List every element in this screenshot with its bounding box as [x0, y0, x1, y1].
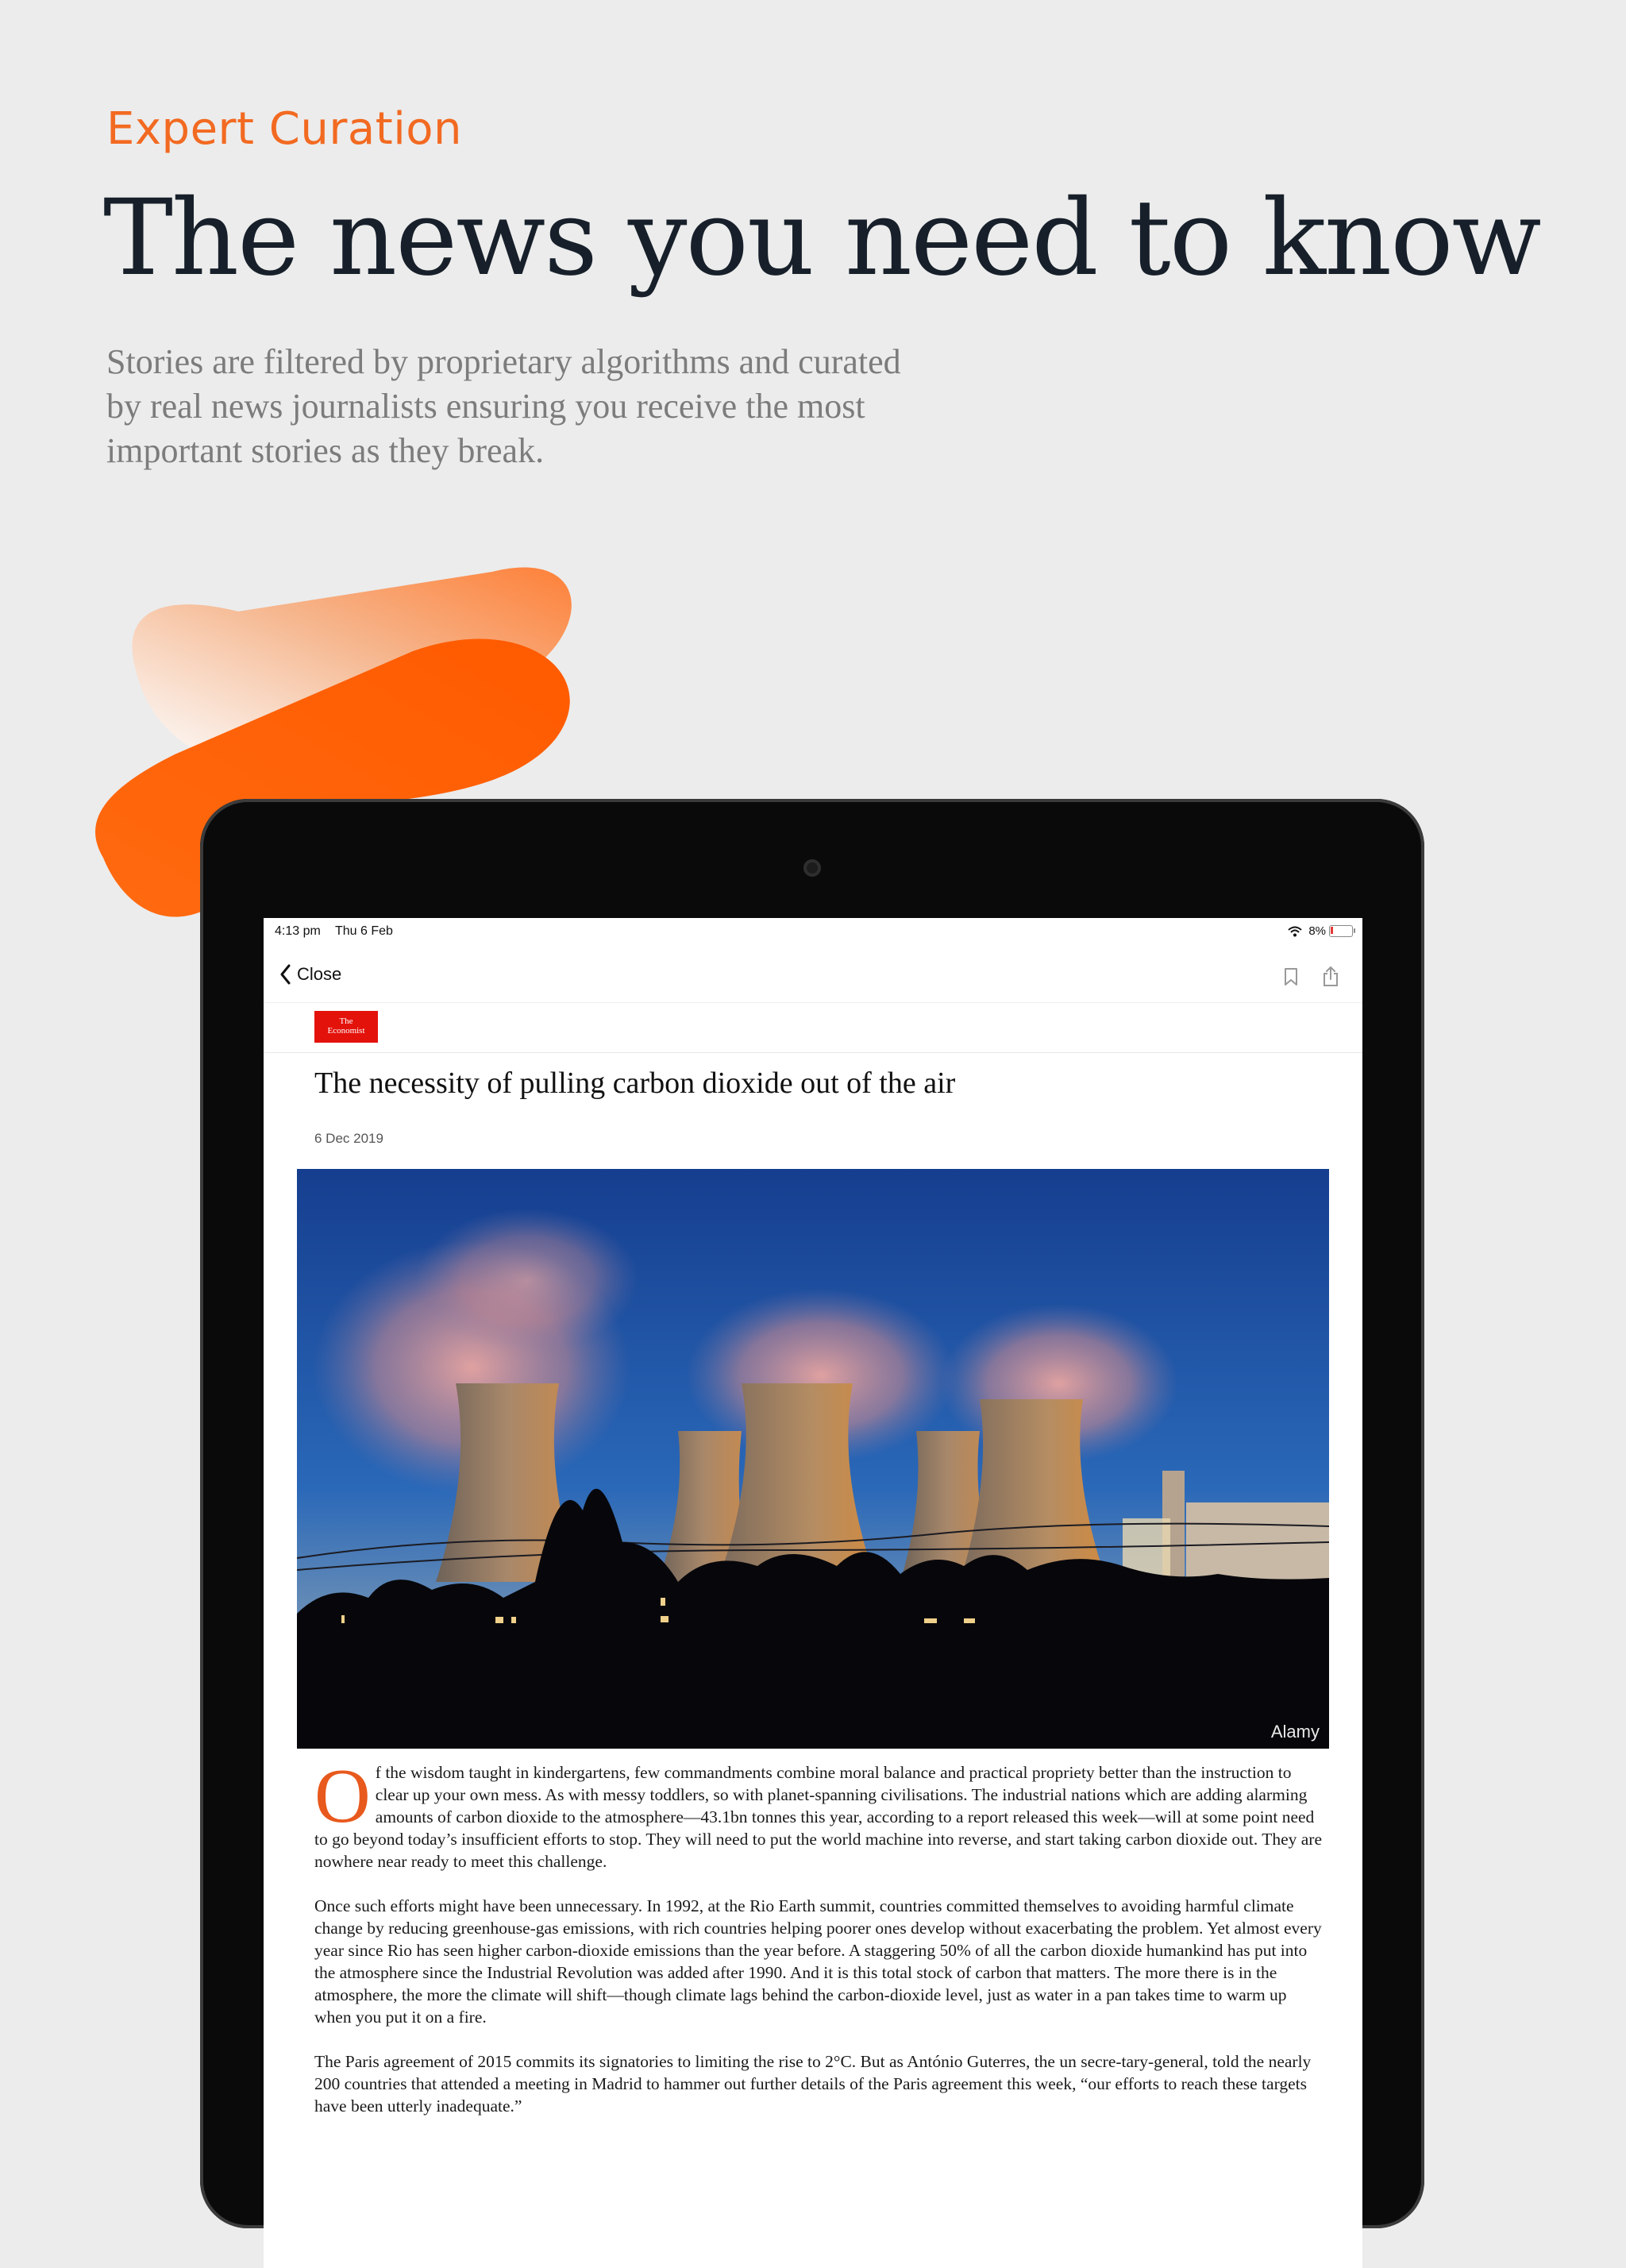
status-date: Thu 6 Feb — [334, 924, 393, 938]
article-body — [314, 1753, 1323, 2139]
close-label: Close — [297, 964, 342, 984]
tablet-screen — [264, 918, 1362, 2268]
drop-cap: O — [314, 1753, 371, 1839]
logo-line-2: Economist — [327, 1026, 365, 1036]
article-photo — [297, 1169, 1329, 1749]
economist-logo — [314, 1011, 378, 1043]
photo-credit: Alamy — [1270, 1722, 1320, 1742]
logo-line-1: The — [339, 1016, 353, 1026]
close-button[interactable] — [279, 964, 341, 985]
article-date: 6 Dec 2019 — [314, 1131, 383, 1146]
status-bar — [264, 918, 1362, 942]
body-paragraph-3: The Paris agreement of 2015 commits its signatories to limiting the rise to 2°C. But as António Guterres, the un secre-tary-general, told the nearly 200 countries that attended a meeting in Madrid to hammer out further details of the Paris agreement this week, “our efforts to reach these targets have been utterly inadequate.” — [314, 2052, 1312, 2116]
paragraph-text: f the wisdom taught in kindergartens, few commandments combine moral balance and practical propriety better than the instruction to clear up your own mess. As with messy toddlers, so with planet-spanning civilisations. The industrial nations which are adding alarming amounts of carbon dioxide to the atmosphere—43.1bn tonnes this year, according to a report released this week—will at some point need to go beyond today’s insufficient efforts to stop. They will need to put the world machine into reverse, and start taking carbon dioxide out. They are nowhere near ready to meet this challenge. — [314, 1763, 1323, 1871]
battery-percent: 8% — [1308, 924, 1326, 938]
wifi-icon — [1288, 926, 1302, 937]
front-camera — [803, 859, 821, 877]
article-title: The necessity of pulling carbon dioxide out of the air — [314, 1066, 956, 1100]
promo-subcopy: Stories are filtered by proprietary algorithms and curated by real news journalists ensuring you receive the most important stories as they break. — [106, 342, 901, 470]
article-nav-bar — [264, 955, 1362, 1003]
chevron-left-icon — [279, 964, 291, 985]
bookmark-icon[interactable] — [1278, 964, 1304, 989]
eyebrow-label: Expert Curation — [106, 103, 463, 155]
tablet-device — [200, 799, 1424, 2228]
promo-headline: The news you need to know — [103, 177, 1540, 299]
battery-icon — [1329, 925, 1353, 937]
status-time: 4:13 pm — [275, 924, 321, 938]
publisher-bar — [264, 1003, 1362, 1053]
body-paragraph-2: Once such efforts might have been unnecessary. In 1992, at the Rio Earth summit, countries committed themselves to avoiding harmful climate change by reducing greenhouse-gas emissions, with rich countries helping poorer ones develop without exacerbating the problem. Yet almost every year since Rio has seen higher carbon-dioxide emissions than the year before. A staggering 50% of all the carbon dioxide humankind has put into the atmosphere since the Industrial Revolution was added after 1990. And it is this total stock of carbon that matters. The more there is in the atmosphere, the more the climate will shift—though climate lags behind the carbon-dioxide level, just as water in a pan takes time to warm up when you put it on a fire. — [314, 1896, 1322, 2027]
share-icon[interactable] — [1318, 964, 1343, 989]
body-paragraph-1 — [314, 1753, 1323, 1873]
